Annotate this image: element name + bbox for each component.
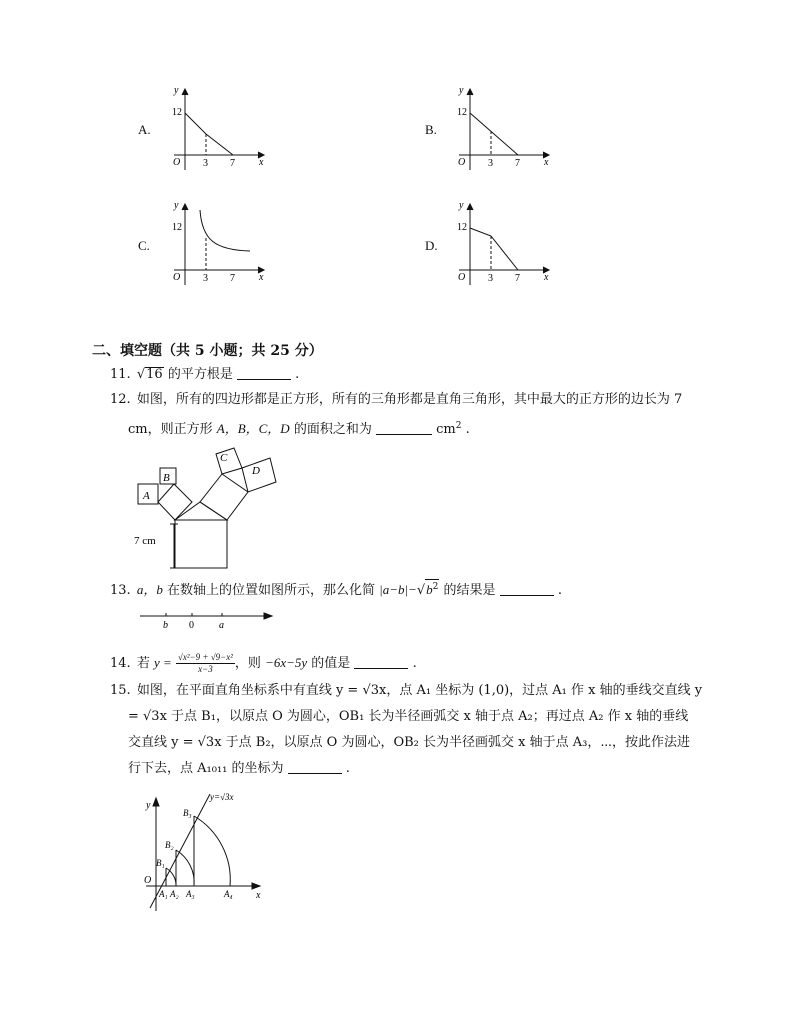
question-number: 13.	[110, 583, 131, 598]
graph-line	[470, 228, 518, 270]
option-a-graph	[160, 85, 270, 170]
y-tick: 12	[172, 222, 182, 233]
label-d: D	[252, 465, 260, 477]
x-axis-label: x	[259, 272, 264, 283]
punctuation: .	[295, 367, 300, 382]
origin-label: O	[173, 272, 181, 283]
answer-blank[interactable]	[288, 759, 342, 774]
x-tick-3: 3	[488, 273, 493, 284]
question-text-3: 的值是	[311, 656, 351, 671]
origin-label: O	[458, 157, 466, 168]
label-zero: 0	[189, 620, 194, 630]
punctuation: .	[557, 583, 562, 598]
question-text-line4: 行下去，点 A₁₀₁₁ 的坐标为	[128, 761, 284, 776]
x-axis-label: x	[256, 890, 261, 901]
y-axis-label: y	[174, 200, 179, 211]
origin-label: O	[173, 157, 181, 168]
x-tick-7: 7	[230, 273, 235, 284]
option-b-label[interactable]: B.	[425, 122, 437, 137]
label-c: C	[220, 452, 228, 464]
label-a: A	[143, 490, 150, 502]
question-13	[110, 577, 562, 604]
origin-label: O	[144, 875, 152, 886]
option-a-label[interactable]: A.	[138, 122, 151, 137]
largest-square	[175, 520, 227, 568]
y-tick: 12	[457, 222, 467, 233]
y-axis-label: y	[459, 85, 464, 96]
question-number: 15.	[110, 683, 131, 698]
label-b1: B₁	[156, 858, 165, 868]
label-b3: B₃	[183, 808, 192, 818]
fraction: $\frac{\text{√x²−9 + √9−x²}}{x-3}$	[177, 652, 233, 674]
x-tick-3: 3	[203, 158, 208, 169]
question-text-line2b: 的面积之和为	[293, 422, 372, 437]
variables: A，B，C，D	[216, 421, 290, 436]
question-text-2: ，则	[234, 656, 261, 671]
question-text-line1: 如图，所有的四边形都是正方形，所有的三角形都是直角三角形，其中最大的正方形的边长为 7	[136, 392, 683, 407]
abs-expression: |a−b|−	[379, 582, 417, 597]
question-text-line1: 如图，在平面直角坐标系中有直线 y = √3x，点 A₁ 坐标为 (1,0)，过点 A₁ 作 x 轴的垂线交直线 y	[136, 683, 703, 698]
label-a1: A₁	[159, 889, 168, 899]
sqrt-expression: √16	[136, 367, 163, 382]
y-axis-label: y	[459, 200, 464, 211]
label-a4: A₄	[224, 889, 233, 899]
label-b: b	[163, 620, 168, 630]
y-tick: 12	[457, 107, 467, 118]
x-tick-7: 7	[230, 158, 235, 169]
label-b2: B₂	[165, 840, 174, 850]
option-c-graph	[160, 200, 270, 285]
punctuation: .	[345, 761, 350, 776]
question-12	[110, 387, 710, 443]
x-tick-3: 3	[488, 158, 493, 169]
graph-curve	[200, 210, 250, 251]
question-15	[110, 678, 710, 782]
punctuation: .	[412, 656, 417, 671]
y-tick: 12	[172, 107, 182, 118]
sqrt-expression: $√b^2$	[417, 583, 440, 598]
unit: cm	[436, 422, 456, 437]
option-d-label[interactable]: D.	[425, 238, 438, 253]
question-number: 12.	[110, 392, 131, 407]
question-14	[110, 650, 417, 677]
question-text: 若	[136, 656, 150, 671]
unit-exponent: 2	[455, 421, 462, 431]
y-axis-label: y	[146, 800, 151, 811]
expression: −6x−5y	[265, 655, 308, 670]
question-text-line2: = √3x 于点 B₁，以原点 O 为圆心，OB₁ 长为半径画弧交 x 轴于点 A₂；再过点 A₂ 作 x 轴的垂线	[128, 709, 689, 724]
question-text: 的平方根是	[167, 367, 233, 382]
section-title: 二、填空题（共 5 小题；共 25 分）	[92, 343, 323, 359]
question-number: 14.	[110, 656, 131, 671]
label-a2: A₂	[170, 889, 179, 899]
q13-number-line	[140, 608, 280, 630]
label-a: a	[219, 620, 224, 630]
x-axis-label: x	[259, 157, 264, 168]
label-b: B	[163, 472, 170, 484]
answer-blank[interactable]	[500, 581, 554, 596]
y-equals: y =	[153, 655, 172, 670]
answer-blank[interactable]	[237, 365, 291, 380]
graph-line	[470, 113, 518, 155]
answer-blank[interactable]	[376, 420, 432, 435]
q12-figure	[130, 440, 290, 570]
x-tick-7: 7	[515, 158, 520, 169]
question-text-line3: 交直线 y = √3x 于点 B₂，以原点 O 为圆心，OB₂ 长为半径画弧交 x 轴于点 A₃，⋯，按此作法进	[128, 735, 691, 750]
x-axis-label: x	[544, 157, 549, 168]
option-d-graph	[445, 200, 555, 285]
question-text-2: 的结果是	[443, 583, 496, 598]
side-label: 7 cm	[134, 535, 156, 547]
option-b-graph	[445, 85, 555, 170]
origin-label: O	[458, 272, 466, 283]
q15-figure	[138, 786, 268, 911]
question-text: 在数轴上的位置如图所示，那么化简	[166, 583, 375, 598]
label-a3: A₃	[186, 889, 195, 899]
x-tick-7: 7	[515, 273, 520, 284]
graph-line	[185, 113, 233, 155]
x-tick-3: 3	[203, 273, 208, 284]
variables: a，b	[136, 582, 163, 597]
y-axis-label: y	[174, 85, 179, 96]
line-label: y=√3x	[210, 792, 234, 802]
punctuation: .	[465, 422, 470, 437]
x-axis-label: x	[544, 272, 549, 283]
question-11	[110, 362, 299, 388]
answer-blank[interactable]	[354, 654, 408, 669]
triangle-top	[175, 502, 227, 520]
option-c-label[interactable]: C.	[138, 238, 150, 253]
question-number: 11.	[110, 367, 131, 382]
question-text-line2: cm，则正方形	[128, 422, 213, 437]
